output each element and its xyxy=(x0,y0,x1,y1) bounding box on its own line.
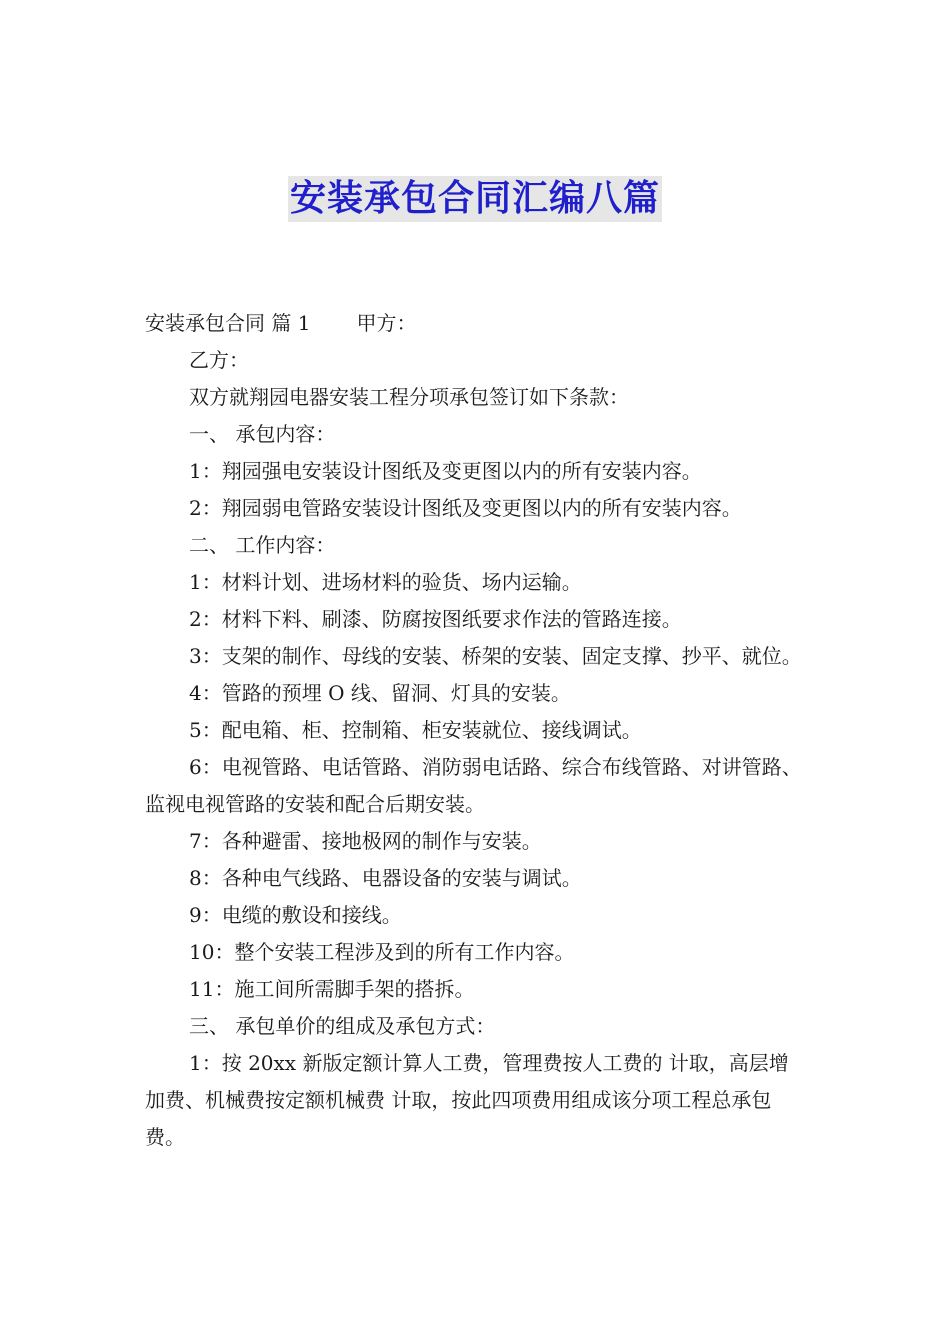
document-body xyxy=(145,305,807,1156)
contract-heading: 安装承包合同 篇 1 xyxy=(145,311,311,335)
list-item: 5：配电箱、柜、控制箱、柜安装就位、接线调试。 xyxy=(189,718,642,742)
section-heading: 二、 工作内容： xyxy=(189,533,336,557)
section-heading: 三、 承包单价的组成及承包方式： xyxy=(189,1014,496,1038)
list-item: 7：各种避雷、接地极网的制作与安装。 xyxy=(189,829,542,853)
list-item: 10：整个安装工程涉及到的所有工作内容。 xyxy=(189,940,575,964)
list-item: 1：按 20xx 新版定额计算人工费，管理费按人工费的 计取，高层增加费、机械费按定额机械费 计取，按此四项费用组成该分项工程总承包费。 xyxy=(145,1051,789,1149)
party-a-label: 甲方： xyxy=(356,311,417,335)
list-item: 2：翔园弱电管路安装设计图纸及变更图以内的所有安装内容。 xyxy=(189,496,742,520)
title-container xyxy=(0,176,950,222)
list-item: 6：电视管路、电话管路、消防弱电话路、综合布线管路、对讲管路、监视电视管路的安装和配合后期安装。 xyxy=(145,755,802,816)
list-item: 1：材料计划、进场材料的验货、场内运输。 xyxy=(189,570,582,594)
list-item: 9：电缆的敷设和接线。 xyxy=(189,903,402,927)
list-item: 1：翔园强电安装设计图纸及变更图以内的所有安装内容。 xyxy=(189,459,702,483)
list-item: 8：各种电气线路、电器设备的安装与调试。 xyxy=(189,866,582,890)
first-line xyxy=(145,305,807,342)
paragraph: 乙方： xyxy=(189,348,249,372)
list-item: 11：施工间所需脚手架的搭拆。 xyxy=(189,977,475,1001)
list-item: 4：管路的预埋 O 线、留洞、灯具的安装。 xyxy=(189,681,571,705)
list-item: 2：材料下料、刷漆、防腐按图纸要求作法的管路连接。 xyxy=(189,607,682,631)
list-item: 3：支架的制作、母线的安装、桥架的安装、固定支撑、抄平、就位。 xyxy=(189,644,802,668)
section-heading: 一、 承包内容： xyxy=(189,422,336,446)
paragraph: 双方就翔园电器安装工程分项承包签订如下条款： xyxy=(189,385,629,409)
document-title: 安装承包合同汇编八篇 xyxy=(288,176,662,222)
